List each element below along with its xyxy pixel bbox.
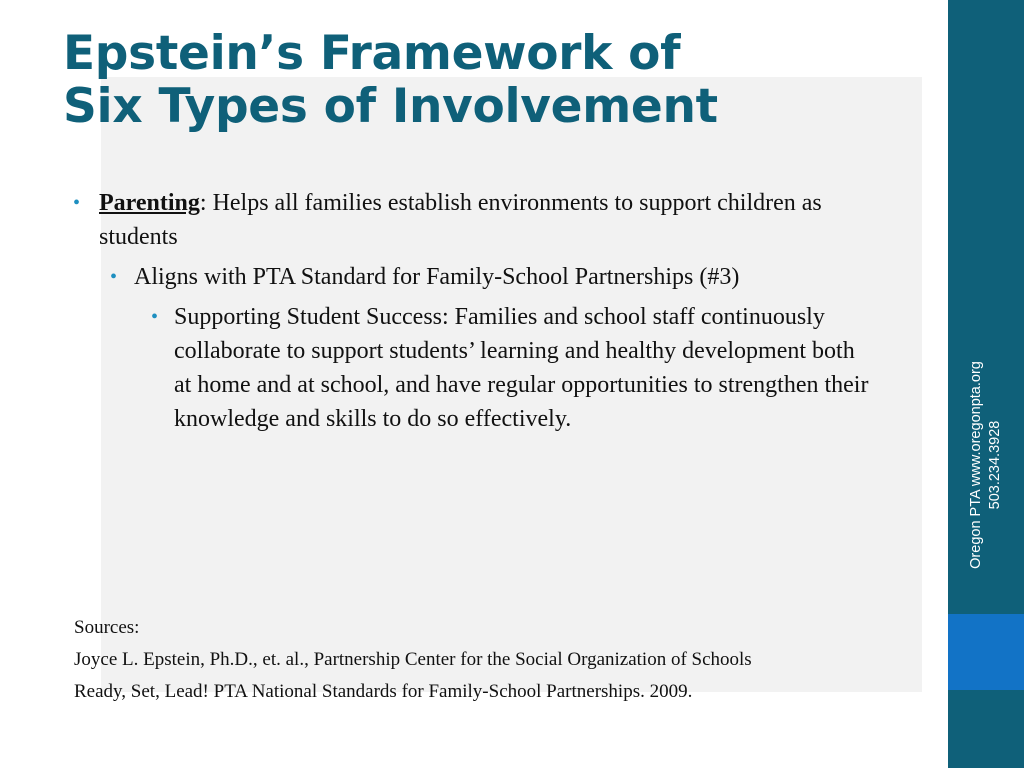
bullet-list xyxy=(70,186,870,436)
sidebar-phone-line: 503.234.3928 xyxy=(987,420,1003,510)
bullet-pta-standard xyxy=(70,260,870,294)
bullet-student-success xyxy=(70,300,874,436)
bullet-text: Aligns with PTA Standard for Family-School Partnerships (#3) xyxy=(134,264,740,290)
bullet-term: Parenting xyxy=(99,190,200,216)
sidebar-accent-block xyxy=(948,614,1024,690)
sidebar-org-line: Oregon PTA www.oregonpta.org xyxy=(968,361,984,569)
slide-title xyxy=(63,27,718,133)
source-item: Ready, Set, Lead! PTA National Standards for Family-School Partnerships. 2009. xyxy=(74,681,693,702)
sources-heading: Sources: xyxy=(74,617,140,638)
sidebar xyxy=(948,0,1024,768)
source-item: Joyce L. Epstein, Ph.D., et. al., Partnership Center for the Social Organization of Schools xyxy=(74,649,752,670)
bullet-icon: • xyxy=(110,266,118,288)
sources-block xyxy=(74,612,752,708)
bullet-icon: • xyxy=(151,306,159,328)
title-line-2: Six Types of Involvement xyxy=(63,79,718,134)
bullet-text: Supporting Student Success: Families and school staff continuously collaborate to support students’ learning and healthy development both at home and at school, and have regular opportunities to strengthen their knowledge and skills to do so effectively. xyxy=(174,304,869,432)
bullet-parenting xyxy=(70,186,870,254)
bullet-icon: • xyxy=(73,192,81,214)
bullet-text: Helps all families establish environments to support children as students xyxy=(99,190,822,250)
title-line-1: Epstein’s Framework of xyxy=(63,26,681,81)
sidebar-contact-text xyxy=(967,361,1005,569)
bullet-separator: : xyxy=(199,190,207,216)
